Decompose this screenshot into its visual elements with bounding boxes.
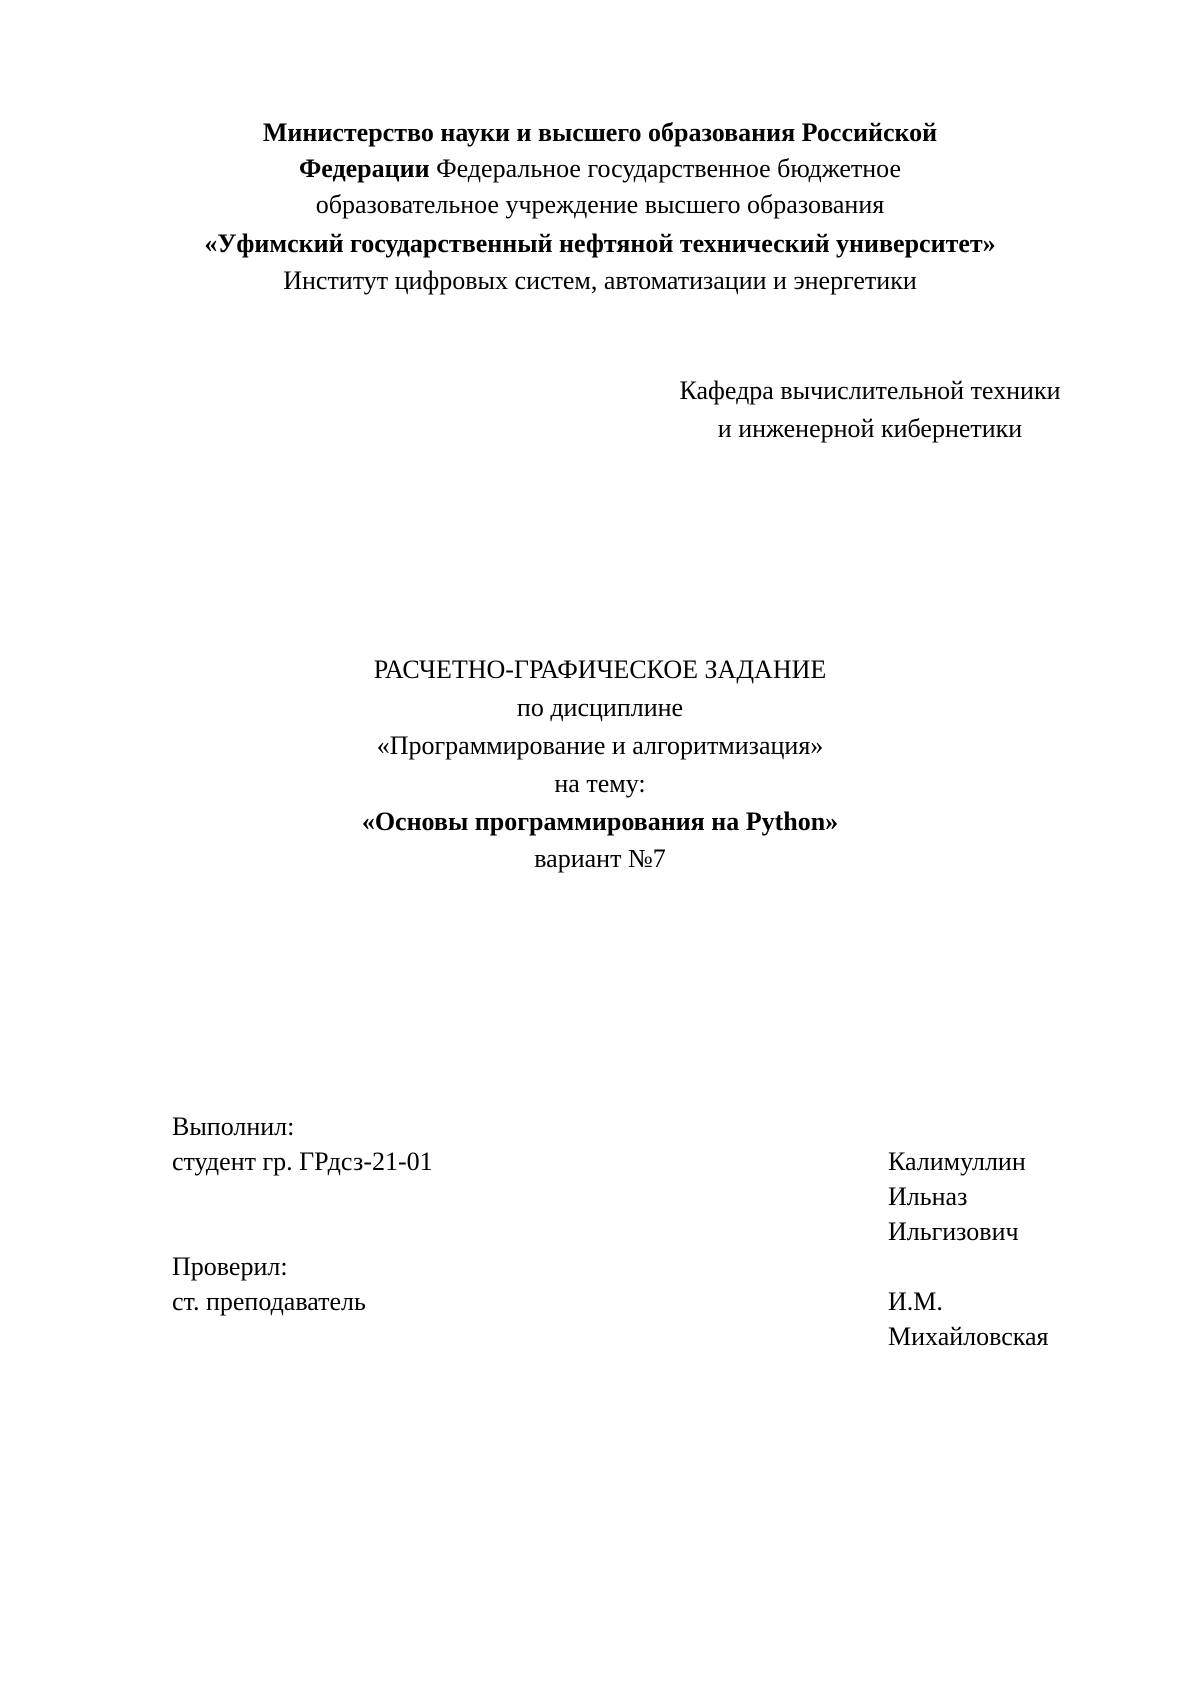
institution-type: Федеральное государственное бюджетное xyxy=(429,154,902,183)
university-name: «Уфимский государственный нефтяной технический университет» xyxy=(204,229,996,258)
ministry-line-1: Министерство науки и высшего образования Российской xyxy=(262,118,938,147)
student-name-line: Калимуллин xyxy=(888,1147,1026,1176)
checked-label: Проверил: xyxy=(172,1252,288,1281)
ministry-federation-word: Федерации xyxy=(298,154,430,183)
performed-label: Выполнил: xyxy=(172,1112,295,1141)
performed-role: студент гр. ГРдсз-21-01 xyxy=(172,1147,433,1176)
topic-prefix: на тему: xyxy=(554,769,646,798)
student-name-line: Ильгизович xyxy=(888,1217,1019,1246)
department-line-1: Кафедра вычислительной техники xyxy=(679,376,1061,405)
teacher-name-line: И.М. xyxy=(888,1287,943,1316)
student-name-line: Ильназ xyxy=(888,1182,968,1211)
institute-name: Институт цифровых систем, автоматизации и энергетики xyxy=(283,266,917,295)
work-type: РАСЧЕТНО-ГРАФИЧЕСКОЕ ЗАДАНИЕ xyxy=(373,655,827,684)
teacher-name-line: Михайловская xyxy=(888,1322,1049,1351)
discipline-prefix: по дисциплине xyxy=(516,693,684,722)
checked-role: ст. преподаватель xyxy=(172,1287,366,1316)
variant-number: вариант №7 xyxy=(534,844,666,873)
department-line-2: и инженерной кибернетики xyxy=(717,414,1023,443)
institution-line: образовательное учреждение высшего образования xyxy=(315,190,885,219)
topic-title: «Основы программирования на Python» xyxy=(361,807,839,836)
discipline-name: «Программирование и алгоритмизация» xyxy=(376,731,824,760)
ministry-line-2 xyxy=(0,156,1200,182)
